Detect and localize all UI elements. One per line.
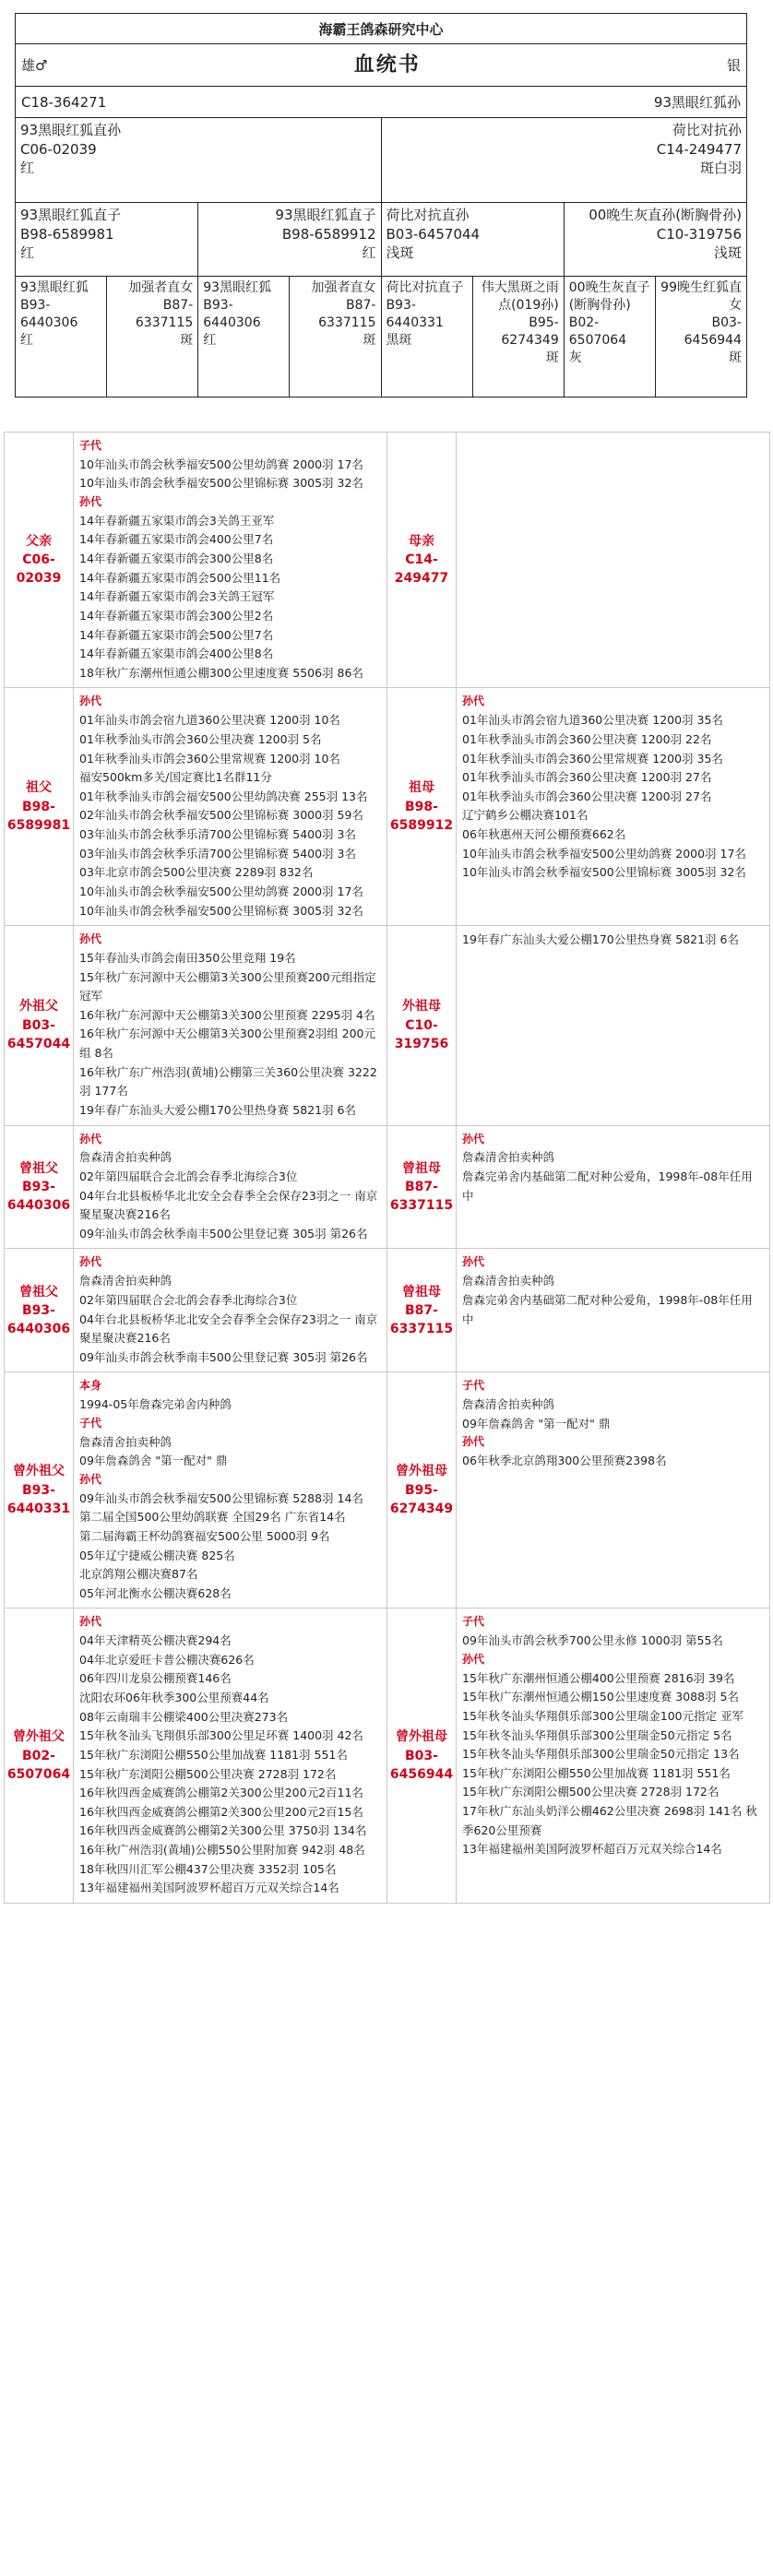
great-grandparent-box bbox=[656, 277, 746, 397]
race-result: 16年秋广州浩羽(黄埔)公棚550公里附加赛 942羽 48名 bbox=[79, 1843, 365, 1858]
ancestor-role: 外祖父 bbox=[19, 999, 58, 1015]
section-title: 孙代 bbox=[79, 694, 102, 708]
great-grandparent-name: 加强者直女 bbox=[128, 280, 194, 296]
race-result: 14年春新疆五家渠市鸽会400公里8名 bbox=[79, 647, 274, 661]
race-result: 01年汕头市鸽会宿九道360公里决赛 1200羽 10名 bbox=[79, 713, 340, 728]
ring-number: C18-364271 bbox=[21, 93, 107, 111]
race-result: 沈阳农环06年秋季300公里预赛44名 bbox=[79, 1691, 269, 1705]
race-result: 詹森完弟舍内基础第二配对种公爱角，1998年-08年任用中 bbox=[462, 1292, 753, 1326]
race-result: 14年春新疆五家渠市鸽会400公里7名 bbox=[79, 532, 274, 547]
race-result: 15年秋冬汕头华翔俱乐部300公里瑞金50元指定 5名 bbox=[462, 1727, 732, 1742]
ancestor-label bbox=[387, 1125, 457, 1249]
race-result: 09年汕头市鸽会秋季南丰500公里登记赛 305羽 第26名 bbox=[79, 1226, 368, 1241]
great-grandparent-name: 加强者直女 bbox=[311, 280, 376, 296]
sex-label: 雄♂ bbox=[21, 56, 48, 74]
race-result: 詹森完弟舍内基础第二配对种公爱角，1998年-08年任用中 bbox=[462, 1169, 753, 1203]
record-row bbox=[5, 1125, 770, 1249]
ancestor-ring: B95-6274349 bbox=[389, 1482, 454, 1517]
section-title: 孙代 bbox=[79, 495, 102, 509]
record-row bbox=[5, 1249, 770, 1372]
great-grandparent-box bbox=[382, 277, 473, 397]
race-result: 10年汕头市鸽会秋季福安500公里锦标赛 3005羽 32名 bbox=[79, 903, 363, 918]
section-title: 子代 bbox=[79, 439, 102, 452]
race-result: 15年秋冬汕头华翔俱乐部300公里瑞金50元指定 13名 bbox=[462, 1747, 740, 1762]
ancestor-records bbox=[457, 1609, 770, 1904]
great-grandparent-color: 斑 bbox=[363, 332, 376, 348]
ancestor-records bbox=[457, 433, 770, 688]
ancestor-role: 外祖母 bbox=[402, 999, 441, 1015]
record-row bbox=[5, 1609, 770, 1904]
loft-name: 海霸王鸽森研究中心 bbox=[16, 14, 746, 44]
ancestor-label bbox=[387, 1609, 457, 1904]
race-result: 14年春新疆五家渠市鸽会500公里11名 bbox=[79, 570, 281, 585]
race-result: 16年秋四西金威赛鸽公棚第2关300公里200元2百15名 bbox=[79, 1804, 363, 1819]
dam-ring: C14-249477 bbox=[656, 140, 742, 158]
race-result: 14年春新疆五家渠市鸽会3关鸽王亚军 bbox=[79, 513, 275, 528]
grandparent-name: 93黑眼红狐直子 bbox=[20, 207, 122, 224]
ancestor-ring: B87-6337115 bbox=[389, 1179, 454, 1214]
grandparent-name: 荷比对抗直孙 bbox=[386, 207, 470, 224]
ancestor-label bbox=[5, 1609, 74, 1904]
section-title: 子代 bbox=[462, 1615, 485, 1629]
ancestor-ring: C14-249477 bbox=[394, 552, 449, 587]
ancestor-role: 曾外祖母 bbox=[396, 1464, 447, 1479]
section-title: 孙代 bbox=[462, 694, 485, 708]
race-result: 14年春新疆五家渠市鸽会500公里7名 bbox=[79, 627, 274, 642]
race-result: 10年汕头市鸽会秋季福安500公里幼鸽赛 2000羽 17名 bbox=[79, 457, 363, 471]
sire-ring: C06-02039 bbox=[20, 140, 97, 158]
ancestor-records bbox=[74, 1609, 387, 1904]
race-result: 15年春汕头市鸽会南田350公里竞翔 19名 bbox=[79, 950, 296, 965]
great-grandparent-ring: B87-6337115 bbox=[135, 298, 194, 331]
ancestor-role: 曾祖父 bbox=[19, 1284, 58, 1300]
race-result: 17年秋广东汕头奶洋公棚462公里决赛 2698羽 141名 秋季620公里预赛 bbox=[462, 1804, 757, 1837]
great-grandparent-box bbox=[107, 277, 198, 397]
ancestor-ring: B93-6440331 bbox=[6, 1482, 71, 1517]
bird-info bbox=[16, 87, 746, 118]
section-title: 孙代 bbox=[79, 1255, 102, 1269]
strain-label: 93黑眼红狐孙 bbox=[653, 93, 741, 111]
race-result: 14年春新疆五家渠市鸽会300公里8名 bbox=[79, 552, 274, 566]
ancestor-ring: B98-6589981 bbox=[6, 799, 71, 833]
race-result: 10年汕头市鸽会秋季福安500公里幼鸽赛 2000羽 17名 bbox=[462, 846, 746, 861]
ancestor-records bbox=[74, 1249, 387, 1372]
section-title: 孙代 bbox=[462, 1435, 485, 1449]
race-result: 15年秋广东浏阳公棚550公里加战赛 1181羽 551名 bbox=[79, 1747, 348, 1762]
sire-box bbox=[16, 118, 382, 202]
ancestor-role: 曾祖母 bbox=[402, 1284, 441, 1300]
ancestor-ring: B87-6337115 bbox=[389, 1302, 454, 1337]
ancestor-records bbox=[457, 1372, 770, 1609]
record-row bbox=[5, 1372, 770, 1609]
section-title: 本身 bbox=[79, 1379, 102, 1393]
race-result: 19年春广东汕头大爱公棚170公里热身赛 5821羽 6名 bbox=[462, 932, 739, 947]
race-result: 04年天津精英公棚决赛294名 bbox=[79, 1633, 232, 1648]
race-result: 北京鸽翔公棚决赛87名 bbox=[79, 1567, 198, 1582]
section-title: 孙代 bbox=[462, 1132, 485, 1146]
great-grandparent-ring: B95-6274349 bbox=[501, 315, 559, 348]
ancestor-records bbox=[457, 688, 770, 926]
race-result: 15年秋广东潮州恒通公棚400公里预赛 2816羽 39名 bbox=[462, 1670, 735, 1685]
race-result: 第二届海霸王杯幼鸽赛福安500公里 5000羽 9名 bbox=[79, 1528, 330, 1543]
grandparent-color: 红 bbox=[20, 243, 35, 261]
section-title: 孙代 bbox=[79, 1472, 102, 1486]
race-result: 06年秋惠州天河公棚预赛662名 bbox=[462, 827, 626, 842]
race-result: 16年秋广东广州浩羽(黄埔)公棚第三关360公里决赛 3222羽 177名 bbox=[79, 1064, 377, 1098]
ancestor-label bbox=[5, 433, 74, 688]
ancestor-label bbox=[5, 926, 74, 1125]
great-grandparent-ring: B87-6337115 bbox=[318, 298, 376, 331]
great-grandparent-color: 斑 bbox=[729, 350, 742, 365]
race-result: 15年秋广东河源中天公棚第3关300公里预赛200元组指定 冠军 bbox=[79, 969, 376, 1003]
race-result: 04年北京爱旺卡普公棚决赛626名 bbox=[79, 1652, 255, 1667]
race-result: 16年秋四西金威赛鸽公棚第2关300公里200元2百11名 bbox=[79, 1786, 363, 1800]
dam-name: 荷比对抗孙 bbox=[672, 122, 742, 139]
race-result: 09年詹森鸽舍 "第一配对" 鼎 bbox=[462, 1416, 611, 1430]
ancestor-records bbox=[74, 1125, 387, 1249]
race-result: 15年秋冬汕头华翔俱乐部300公里瑞金100元指定 亚军 bbox=[462, 1708, 744, 1723]
generation-2 bbox=[16, 203, 746, 277]
ancestor-records bbox=[74, 1372, 387, 1609]
ancestor-ring: C06-02039 bbox=[16, 552, 62, 587]
ancestor-ring: C10-319756 bbox=[394, 1017, 449, 1051]
race-result: 詹森清舍拍卖种鸽 bbox=[462, 1150, 555, 1165]
race-result: 1994-05年詹森完弟舍内种鸽 bbox=[79, 1397, 232, 1412]
ancestor-role: 曾祖母 bbox=[402, 1160, 441, 1176]
ancestor-label bbox=[387, 1372, 457, 1609]
race-result: 06年四川龙泉公棚预赛146名 bbox=[79, 1671, 232, 1686]
ancestor-records bbox=[457, 1249, 770, 1372]
race-result: 15年秋冬汕头飞翔俱乐部300公里足环赛 1400羽 42名 bbox=[79, 1728, 363, 1743]
great-grandparent-color: 灰 bbox=[568, 350, 582, 365]
race-result: 02年第四届联合会北鸽会春季北海综合3位 bbox=[79, 1292, 298, 1307]
race-result: 09年汕头市鸽会秋季南丰500公里登记赛 305羽 第26名 bbox=[79, 1349, 368, 1364]
great-grandparent-name: 93黑眼红狐 bbox=[203, 280, 272, 296]
race-result: 10年汕头市鸽会秋季福安500公里锦标赛 3005羽 32名 bbox=[79, 476, 363, 491]
great-grandparent-box bbox=[290, 277, 381, 397]
great-grandparent-box bbox=[565, 277, 656, 397]
race-result: 詹森清舍拍卖种鸽 bbox=[79, 1434, 172, 1449]
great-grandparent-name: 99晚生红狐直女 bbox=[660, 280, 742, 314]
ancestor-records bbox=[74, 688, 387, 926]
ancestor-role: 曾祖父 bbox=[19, 1160, 58, 1176]
generation-3 bbox=[16, 277, 746, 397]
great-grandparent-ring: B93-6440306 bbox=[203, 298, 261, 331]
ancestor-records bbox=[74, 926, 387, 1125]
certificate-header bbox=[16, 44, 746, 87]
race-result: 03年汕头市鸽会秋季乐清700公里锦标赛 5400羽 3名 bbox=[79, 846, 356, 861]
race-result: 06年秋季北京鸽翔300公里预赛2398名 bbox=[462, 1454, 667, 1468]
great-grandparent-name: 伟大黑斑之雨点(019孙) bbox=[481, 280, 559, 314]
race-result: 08年云南瑞丰公棚梁400公里决赛273名 bbox=[79, 1709, 289, 1724]
ancestor-ring: B03-6457044 bbox=[6, 1017, 71, 1051]
record-row bbox=[5, 688, 770, 926]
grandparent-color: 浅斑 bbox=[386, 243, 414, 261]
race-result: 09年汕头市鸽会秋季700公里永修 1000羽 第55名 bbox=[462, 1633, 723, 1648]
grandparent-box bbox=[565, 203, 746, 276]
race-result: 16年秋四西金威赛鸽公棚第2关300公里 3750羽 134名 bbox=[79, 1823, 367, 1838]
race-result: 03年北京市鸽会500公里决赛 2289羽 832名 bbox=[79, 865, 314, 880]
great-grandparent-name: 93黑眼红狐 bbox=[20, 280, 89, 296]
ancestor-role: 父亲 bbox=[26, 533, 52, 549]
ancestor-label bbox=[387, 1249, 457, 1372]
ancestor-records bbox=[457, 1125, 770, 1249]
race-result: 01年秋季汕头市鸽会福安500公里幼鸽决赛 255羽 13名 bbox=[79, 789, 368, 803]
race-result: 詹森清舍拍卖种鸽 bbox=[79, 1150, 172, 1165]
ancestor-label bbox=[387, 433, 457, 688]
grandparent-box bbox=[16, 203, 198, 276]
ancestor-ring: B98-6589912 bbox=[389, 799, 454, 833]
race-result: 04年台北县板桥华北北安全会春季全会保存23羽之一 南京聚星聚决赛216名 bbox=[79, 1188, 378, 1222]
ancestor-ring: B93-6440306 bbox=[6, 1179, 71, 1214]
grandparent-box bbox=[198, 203, 381, 276]
ancestor-role: 曾外祖父 bbox=[13, 1464, 65, 1479]
grandparent-ring: C10-319756 bbox=[656, 225, 742, 243]
race-result: 02年汕头市鸽会秋季福安500公里锦标赛 3000羽 59名 bbox=[79, 808, 363, 823]
race-result: 辽宁鹤乡公棚决赛101名 bbox=[462, 808, 589, 823]
great-grandparent-ring: B93-6440306 bbox=[20, 298, 78, 331]
generation-1 bbox=[16, 118, 746, 203]
race-result: 18年秋广东潮州恒通公棚300公里速度赛 5506羽 86名 bbox=[79, 665, 363, 680]
sire-name: 93黑眼红狐直孙 bbox=[20, 122, 122, 139]
great-grandparent-box bbox=[473, 277, 565, 397]
section-title: 子代 bbox=[462, 1379, 485, 1393]
great-grandparent-color: 斑 bbox=[545, 350, 559, 365]
race-result: 16年秋广东河源中天公棚第3关300公里预赛 2295羽 4名 bbox=[79, 1007, 375, 1022]
race-result: 18年秋四川汇军公棚437公里决赛 3352羽 105名 bbox=[79, 1861, 337, 1876]
ancestor-label bbox=[5, 1125, 74, 1249]
grandparent-name: 00晚生灰直孙(断胸骨孙) bbox=[589, 207, 742, 224]
great-grandparent-box bbox=[16, 277, 107, 397]
race-result: 14年春新疆五家渠市鸽会300公里2名 bbox=[79, 608, 274, 623]
grandparent-box bbox=[382, 203, 565, 276]
race-result: 15年秋广东浏阳公棚500公里决赛 2728羽 172名 bbox=[462, 1785, 719, 1799]
great-grandparent-name: 00晚生灰直子(断胸骨孙) bbox=[568, 280, 650, 314]
race-result: 01年秋季汕头市鸽会360公里决赛 1200羽 27名 bbox=[462, 770, 712, 785]
race-result: 19年春广东汕头大爱公棚170公里热身赛 5821羽 6名 bbox=[79, 1102, 356, 1117]
great-grandparent-box bbox=[198, 277, 290, 397]
ancestor-role: 曾外祖母 bbox=[396, 1729, 447, 1745]
certificate-title: 血统书 bbox=[353, 53, 421, 77]
ancestor-label bbox=[5, 1372, 74, 1609]
race-result: 13年福建福州美国阿波罗杯超百万元双关综合14名 bbox=[462, 1842, 722, 1857]
race-result: 09年汕头市鸽会秋季福安500公里锦标赛 5288羽 14名 bbox=[79, 1490, 363, 1505]
ancestor-role: 祖母 bbox=[409, 780, 434, 796]
great-grandparent-ring: B02-6507064 bbox=[568, 315, 627, 348]
section-title: 孙代 bbox=[79, 932, 102, 946]
ancestor-ring: B03-6456944 bbox=[389, 1748, 454, 1782]
sire-color: 红 bbox=[20, 159, 35, 176]
race-result: 16年秋广东河源中天公棚第3关300公里预赛2羽组 200元组 8名 bbox=[79, 1027, 376, 1061]
grandparent-color: 红 bbox=[362, 243, 376, 261]
ancestor-ring: B02-6507064 bbox=[6, 1748, 71, 1782]
grandparent-ring: B98-6589912 bbox=[281, 225, 376, 243]
great-grandparent-color: 黑斑 bbox=[386, 332, 412, 348]
great-grandparent-color: 红 bbox=[203, 332, 217, 348]
race-result: 15年秋广东浏阳公棚550公里加战赛 1181羽 551名 bbox=[462, 1765, 731, 1780]
race-result: 02年第四届联合会北鸽会春季北海综合3位 bbox=[79, 1169, 298, 1183]
section-title: 孙代 bbox=[79, 1132, 102, 1146]
race-result: 01年秋季汕头市鸽会360公里常规赛 1200羽 10名 bbox=[79, 751, 340, 766]
race-result: 詹森清舍拍卖种鸽 bbox=[462, 1397, 555, 1412]
ancestor-label bbox=[5, 1249, 74, 1372]
race-result: 14年春新疆五家渠市鸽会3关鸽王冠军 bbox=[79, 589, 275, 604]
great-grandparent-color: 斑 bbox=[180, 332, 194, 348]
race-result: 詹森清舍拍卖种鸽 bbox=[79, 1274, 172, 1288]
dam-box bbox=[382, 118, 747, 202]
ancestor-label bbox=[387, 926, 457, 1125]
ancestor-ring: B93-6440306 bbox=[6, 1302, 71, 1337]
ancestor-records bbox=[74, 433, 387, 688]
race-result: 福安500km多关/国定赛比1名群11分 bbox=[79, 770, 272, 785]
race-result: 03年汕头市鸽会秋季乐清700公里锦标赛 5400羽 3名 bbox=[79, 827, 356, 842]
record-row bbox=[5, 433, 770, 688]
race-result: 第二届全国500公里幼鸽联赛 全国29名 广东省14名 bbox=[79, 1510, 346, 1525]
pedigree-chart bbox=[15, 13, 747, 398]
race-result: 01年秋季汕头市鸽会360公里常规赛 1200羽 35名 bbox=[462, 751, 723, 766]
section-title: 孙代 bbox=[79, 1615, 102, 1629]
grandparent-ring: B03-6457044 bbox=[386, 225, 481, 243]
section-title: 孙代 bbox=[462, 1652, 485, 1666]
ancestor-label bbox=[387, 688, 457, 926]
race-result: 15年秋广东潮州恒通公棚150公里速度赛 3088羽 5名 bbox=[462, 1690, 739, 1704]
race-result: 10年汕头市鸽会秋季福安500公里幼鸽赛 2000羽 17名 bbox=[79, 884, 363, 898]
ancestor-role: 曾外祖父 bbox=[13, 1729, 65, 1745]
race-result: 05年辽宁捷威公棚决赛 825名 bbox=[79, 1548, 235, 1562]
grandparent-color: 浅斑 bbox=[713, 243, 742, 261]
ancestor-label bbox=[5, 688, 74, 926]
great-grandparent-color: 红 bbox=[20, 332, 33, 348]
race-result: 13年福建福州美国阿波罗杯超百万元双关综合14名 bbox=[79, 1881, 339, 1895]
race-result: 05年河北衡水公棚决赛628名 bbox=[79, 1585, 232, 1600]
race-result: 01年秋季汕头市鸽会360公里决赛 1200羽 5名 bbox=[79, 731, 322, 746]
great-grandparent-ring: B93-6440331 bbox=[386, 298, 444, 331]
ancestor-records bbox=[457, 926, 770, 1125]
color-label: 银 bbox=[726, 56, 741, 74]
dam-color: 斑白羽 bbox=[699, 159, 742, 176]
race-result: 01年秋季汕头市鸽会360公里决赛 1200羽 27名 bbox=[462, 789, 712, 803]
grandparent-name: 93黑眼红狐直子 bbox=[275, 207, 376, 224]
ancestor-role: 祖父 bbox=[26, 780, 52, 796]
race-result: 10年汕头市鸽会秋季福安500公里锦标赛 3005羽 32名 bbox=[462, 865, 746, 880]
race-result: 09年詹森鸽舍 "第一配对" 鼎 bbox=[79, 1454, 228, 1468]
section-title: 孙代 bbox=[462, 1255, 485, 1269]
race-result: 詹森清舍拍卖种鸽 bbox=[462, 1274, 555, 1288]
great-grandparent-name: 荷比对抗直子 bbox=[386, 280, 464, 296]
record-row bbox=[5, 926, 770, 1125]
ancestor-role: 母亲 bbox=[409, 533, 434, 549]
section-title: 子代 bbox=[79, 1416, 102, 1430]
race-result: 15年秋广东浏阳公棚500公里决赛 2728羽 172名 bbox=[79, 1766, 337, 1781]
grandparent-ring: B98-6589981 bbox=[20, 225, 114, 243]
great-grandparent-ring: B03-6456944 bbox=[684, 315, 742, 348]
records-table bbox=[4, 432, 770, 1904]
race-result: 01年秋季汕头市鸽会360公里决赛 1200羽 22名 bbox=[462, 731, 712, 746]
race-result: 01年汕头市鸽会宿九道360公里决赛 1200羽 35名 bbox=[462, 713, 723, 728]
race-result: 04年台北县板桥华北北安全会春季全会保存23羽之一 南京聚星聚决赛216名 bbox=[79, 1312, 378, 1346]
